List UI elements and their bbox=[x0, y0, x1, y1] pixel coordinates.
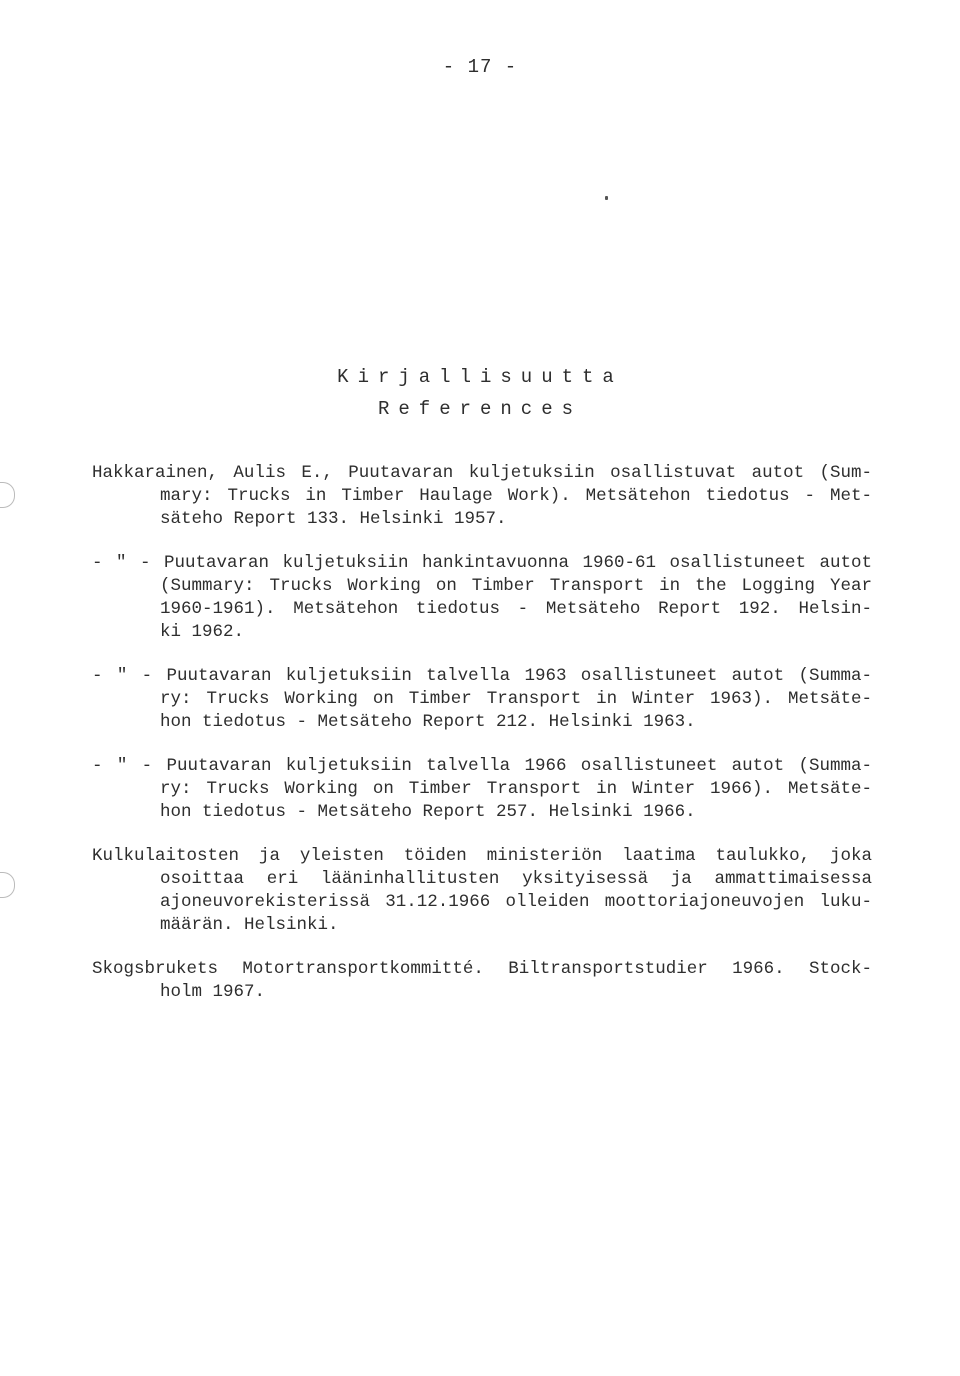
reference-line: Hakkarainen, Aulis E., Puutavaran kuljetuksiin osallistuvat autot (Sum- bbox=[92, 463, 872, 483]
punch-hole-mark bbox=[0, 482, 15, 508]
reference-line: Skogsbrukets Motortransportkommitté. Biltransportstudier 1966. Stock- bbox=[92, 959, 872, 979]
heading-english: References bbox=[377, 398, 583, 420]
reference-line: mary: Trucks in Timber Haulage Work). Metsätehon tiedotus - Met- bbox=[160, 486, 872, 506]
reference-line: hon tiedotus - Metsäteho Report 257. Helsinki 1966. bbox=[160, 802, 696, 822]
reference-line: säteho Report 133. Helsinki 1957. bbox=[160, 509, 507, 529]
reference-entry bbox=[92, 845, 872, 937]
punch-hole-mark bbox=[0, 872, 15, 898]
page-number: - 17 - bbox=[442, 56, 518, 78]
reference-line: ajoneuvorekisterissä 31.12.1966 olleiden moottoriajoneuvojen luku- bbox=[160, 892, 872, 912]
reference-entry bbox=[92, 462, 872, 531]
reference-line: (Summary: Trucks Working on Timber Transport in the Logging Year bbox=[160, 576, 872, 596]
reference-line: Kulkulaitosten ja yleisten töiden ministeriön laatima taulukko, joka bbox=[92, 846, 872, 866]
reference-line: - " - Puutavaran kuljetuksiin talvella 1963 osallistuneet autot (Summa- bbox=[92, 666, 872, 686]
reference-line: ry: Trucks Working on Timber Transport in Winter 1966). Metsäte- bbox=[160, 779, 872, 799]
reference-line: osoittaa eri lääninhallitusten yksityisessä ja ammattimaisessa bbox=[160, 869, 872, 889]
heading-finnish: Kirjallisuutta bbox=[337, 366, 623, 388]
reference-line: ki 1962. bbox=[160, 622, 245, 642]
reference-list bbox=[92, 462, 872, 1025]
reference-entry bbox=[92, 665, 872, 734]
reference-line: hon tiedotus - Metsäteho Report 212. Helsinki 1963. bbox=[160, 712, 696, 732]
reference-line: 1960-1961). Metsätehon tiedotus - Metsäteho Report 192. Helsin- bbox=[160, 599, 872, 619]
reference-line: - " - Puutavaran kuljetuksiin hankintavuonna 1960-61 osallistuneet autot bbox=[92, 553, 872, 573]
reference-entry bbox=[92, 958, 872, 1004]
paper-speck bbox=[605, 196, 608, 200]
reference-line: holm 1967. bbox=[160, 982, 266, 1002]
reference-entry bbox=[92, 552, 872, 644]
reference-line: - " - Puutavaran kuljetuksiin talvella 1966 osallistuneet autot (Summa- bbox=[92, 756, 872, 776]
reference-line: määrän. Helsinki. bbox=[160, 915, 339, 935]
reference-entry bbox=[92, 755, 872, 824]
reference-line: ry: Trucks Working on Timber Transport in Winter 1963). Metsäte- bbox=[160, 689, 872, 709]
